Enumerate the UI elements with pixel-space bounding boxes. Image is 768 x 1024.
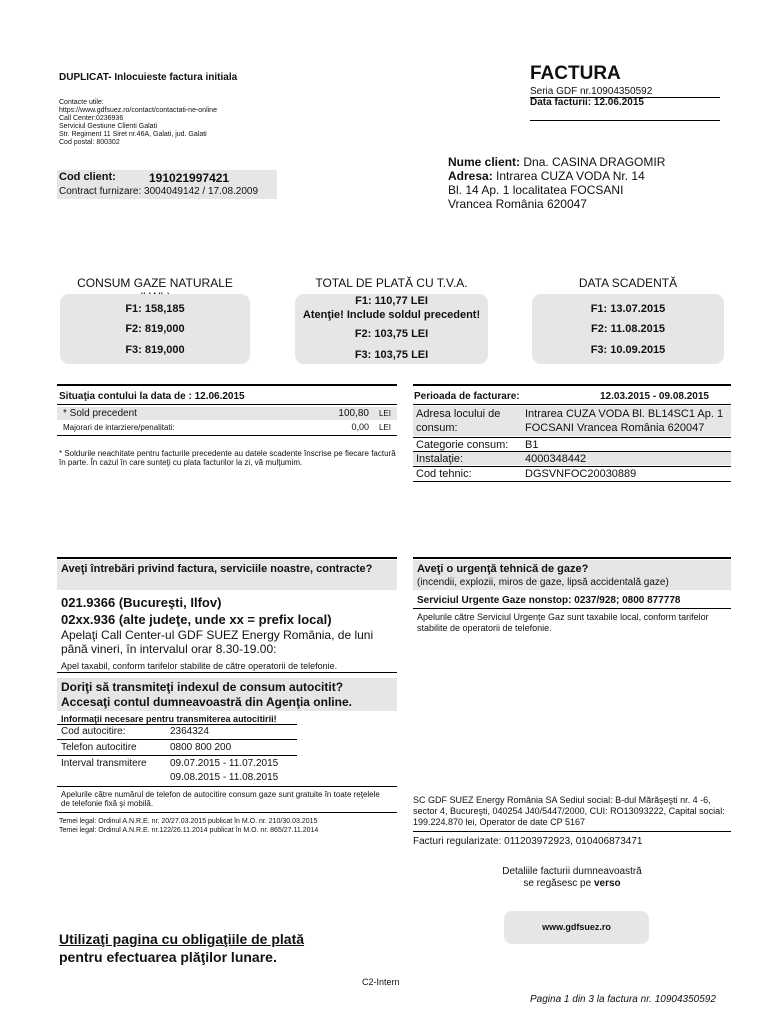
interval-value-2: 09.08.2015 - 11.08.2015	[170, 772, 279, 783]
account-row	[57, 422, 397, 434]
consum-panel	[60, 294, 250, 364]
invoice-date: Data facturii: 12.06.2015	[530, 97, 644, 108]
cod-tehnic-label: Cod tehnic:	[416, 468, 472, 480]
categorie-value: B1	[525, 439, 539, 451]
contact-line: Str. Regiment 11 Siret nr.46A, Galati, jud. Galati	[59, 131, 207, 138]
period-row	[413, 452, 731, 465]
classification-label: C2-Intern	[362, 977, 400, 987]
sold-precedent-value: 100,80	[338, 408, 369, 419]
majorari-unit: LEI	[378, 423, 391, 432]
total-f1: F1: 110,77 LEI	[355, 295, 428, 307]
contract-info: Contract furnizare: 3004049142 / 17.08.2009	[57, 186, 277, 199]
duplicat-notice: DUPLICAT- Inlocuieste factura initiala	[59, 72, 238, 83]
index-title1: Doriţi să transmiteţi indexul de consum autocitit?	[61, 680, 344, 694]
cod-autocitire-label: Cod autocitire:	[61, 726, 126, 737]
cod-tehnic-value: DGSVNFOC20030889	[525, 468, 637, 480]
account-title: Situaţia contului la data de : 12.06.2015	[59, 391, 245, 402]
consum-f1: F1: 158,185	[125, 303, 185, 315]
total-title: TOTAL DE PLATĂ CU T.V.A.	[315, 276, 468, 290]
facturi-regularizate: Facturi regularizate: 011203972923, 010406873471	[413, 836, 643, 847]
instalatie-label: Instalaţie:	[416, 453, 464, 465]
urgent-note: Apelurile către Serviciul Urgenţe Gaz sunt taxabile local, conform tarifelor stabilite de operatorii de telefonie.	[417, 612, 709, 633]
scadenta-panel	[532, 294, 724, 364]
legal-1: Temei legal: Ordinul A.N.R.E. nr. 20/27.03.2015 publicat în M.O. nr. 210/30.03.2015	[59, 818, 318, 825]
index-info-title: Informaţii necesare pentru transmiterea autocitirii!	[61, 714, 277, 724]
client-name: Dna. CASINA DRAGOMIR	[523, 155, 666, 169]
call-center-text: Apelaţi Call Center-ul GDF SUEZ Energy România, de luni până vineri, în intervalul orar 8.30-19.00:	[61, 628, 374, 656]
consum-title: CONSUM GAZE NATURALE	[77, 276, 233, 290]
scadenta-f3: F3: 10.09.2015	[590, 344, 666, 356]
period-row	[413, 467, 731, 480]
total-panel	[295, 294, 488, 364]
adresa-consum-label: Adresa locului de consum:	[416, 408, 501, 434]
telefon-autocitire-value[interactable]: 0800 800 200	[170, 742, 232, 753]
instalatie-value: 4000348442	[525, 453, 587, 465]
payment-instruction	[59, 930, 309, 966]
website-button[interactable]: www.gdfsuez.ro	[504, 911, 649, 944]
consum-f2: F2: 819,000	[125, 323, 185, 335]
urgent-subtitle: (incendii, explozii, miros de gaze, lipsă accidentală gaze)	[417, 577, 669, 588]
contact-line: Cod postal: 800302	[59, 139, 120, 146]
total-note: Atenţie! Include soldul precedent!	[302, 309, 481, 321]
details-line1: Detaliile facturii dumneavoastră	[502, 866, 642, 877]
questions-title: Aveţi întrebări privind factura, serviciile noastre, contracte?	[57, 560, 397, 590]
client-address-line3: Vrancea România 620047	[448, 197, 587, 211]
cod-autocitire-value: 2364324	[170, 726, 209, 737]
details-verso: verso	[593, 878, 621, 889]
urgent-service[interactable]: Serviciul Urgente Gaze nonstop: 0237/928; 0800 877778	[417, 595, 681, 606]
contact-link[interactable]: https://www.gdfsuez.ro/contact/contactati-ne-online	[59, 107, 217, 114]
page-number: Pagina 1 din 3 la factura nr. 10904350592	[530, 994, 716, 1005]
majorari-label: Majorari de intarziere/penalitati:	[63, 423, 175, 432]
period-row	[413, 406, 731, 436]
scadenta-f2: F2: 11.08.2015	[590, 323, 665, 335]
scadenta-f1: F1: 13.07.2015	[590, 303, 666, 315]
scadenta-title: DATA SCADENTĂ	[578, 276, 678, 290]
legal-2: Temei legal: Ordinul A.N.R.E. nr.122/26.11.2014 publicat în M.O. nr. 865/27.11.2014	[59, 827, 319, 834]
invoice-title: FACTURA	[530, 63, 621, 84]
invoice-series: Seria GDF nr.10904350592	[530, 86, 653, 97]
index-title2[interactable]: Accesaţi contul dumneavoastră din Agenţia online.	[61, 695, 352, 709]
telefon-autocitire-label: Telefon autocitire	[61, 742, 137, 753]
client-address-line1: Intrarea CUZA VODA Nr. 14	[496, 169, 645, 183]
cod-client-label: Cod client:	[59, 171, 116, 183]
client-address-label: Adresa:	[448, 169, 493, 183]
sold-precedent-unit: LEI	[378, 409, 391, 418]
free-call-note: Apelurile către numărul de telefon de autocitire consum gaze sunt gratuite în toate reţelele de telefonie fixă şi mobilă.	[61, 790, 380, 808]
apel-note: Apel taxabil, conform tarifelor stabilite de către operatorii de telefonie.	[61, 661, 338, 671]
contact-info	[59, 99, 289, 147]
majorari-value: 0,00	[351, 422, 369, 432]
total-f3: F3: 103,75 LEI	[354, 349, 429, 361]
categorie-label: Categorie consum:	[416, 439, 509, 451]
cod-client-box	[57, 170, 277, 186]
account-note: * Soldurile neachitate pentru facturile precedente au datele scadente înscrise pe fiecare factură în parte. În cazul în care sunteţi cu plata facturilor la zi, vă mulţumim.	[59, 449, 396, 467]
urgent-header	[413, 560, 731, 590]
contact-line: Serviciul Gestiune Clienti Galati	[59, 123, 158, 130]
client-address-line2: Bl. 14 Ap. 1 localitatea FOCSANI	[448, 183, 624, 197]
index-title-box	[57, 678, 397, 711]
phone-judete[interactable]: 02xx.936 (alte judeţe, unde xx = prefix local)	[61, 612, 332, 627]
sold-precedent-label: * Sold precedent	[63, 408, 137, 419]
account-row	[57, 407, 397, 420]
details-text	[413, 866, 731, 890]
interval-label: Interval transmitere	[61, 758, 147, 769]
total-f2: F2: 103,75 LEI	[354, 328, 429, 340]
consum-f3: F3: 819,000	[125, 344, 185, 356]
payment-rest: pentru efectuarea plăţilor lunare.	[59, 949, 277, 965]
period-value: 12.03.2015 - 09.08.2015	[600, 391, 709, 402]
details-line2: se regăsesc pe	[523, 878, 594, 889]
cod-client-value: 191021997421	[149, 171, 230, 185]
client-block	[448, 155, 748, 211]
client-name-label: Nume client:	[448, 155, 521, 169]
adresa-consum-value: Intrarea CUZA VODA Bl. BL14SC1 Ap. 1 FOCSANI Vrancea România 620047	[525, 408, 724, 434]
payment-link[interactable]: Utilizaţi pagina cu obligaţiile de plată	[59, 931, 305, 947]
contact-line: Contacte utile:	[59, 99, 104, 106]
company-info: SC GDF SUEZ Energy România SA Sediul social: B-dul Mărăşeşti nr. 4 -6, sector 4, Bucureşti, 040254 J40/5447/2000, CUI: RO13093222, Capital social: 199.224.870 lei, Operator de date CP 5167	[413, 795, 725, 827]
period-label: Perioada de facturare:	[414, 391, 520, 402]
phone-bucuresti[interactable]: 021.9366 (Bucureşti, Ilfov)	[61, 595, 222, 610]
interval-value-1: 09.07.2015 - 11.07.2015	[170, 758, 279, 769]
contact-line: Call Center:0236936	[59, 115, 124, 122]
period-row	[413, 438, 731, 451]
urgent-title: Aveţi o urgenţă tehnică de gaze?	[417, 563, 589, 575]
